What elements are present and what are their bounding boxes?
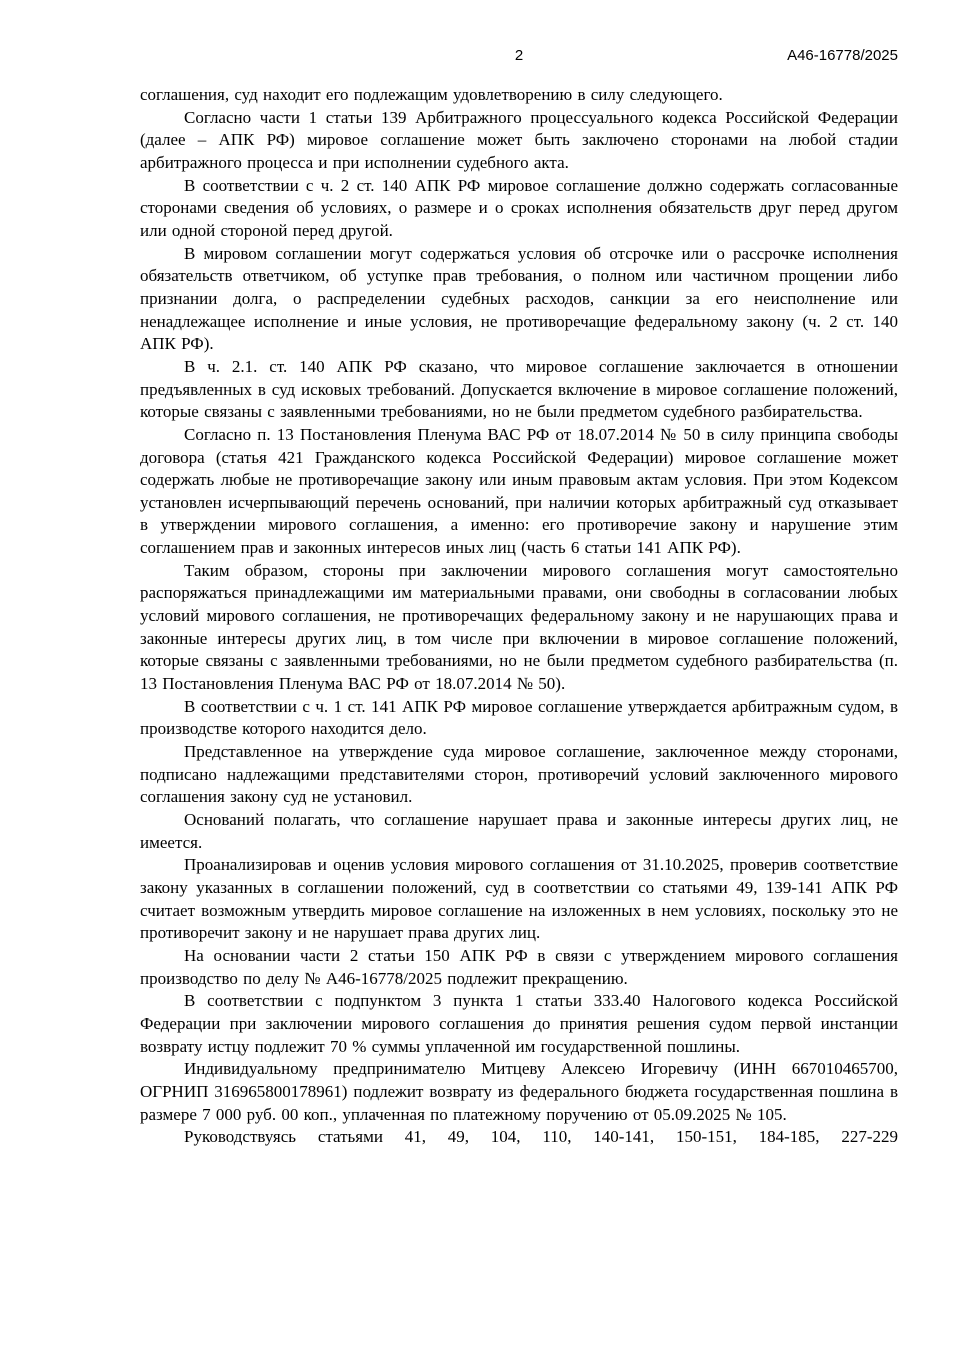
paragraph: В соответствии с ч. 1 ст. 141 АПК РФ мировое соглашение утверждается арбитражным судом, в производстве которого находится дело. <box>140 696 898 739</box>
paragraph: Индивидуальному предпринимателю Митцеву Алексею Игоревичу (ИНН 667010465700, ОГРНИП 316965800178961) подлежит возврату из федерального бюджета государственная пошлина в размере 7 000 руб. 00 коп., уплаченная по платежному поручению от 05.09.2025 № 105. <box>140 1059 898 1124</box>
paragraph: соглашения, суд находит его подлежащим удовлетворению в силу следующего. <box>140 85 723 104</box>
paragraph: В соответствии с ч. 2 ст. 140 АПК РФ мировое соглашение должно содержать согласованные сторонами сведения об условиях, о размере и о сроках исполнения обязательств друг перед другом или одной стороной перед другой. <box>140 175 898 240</box>
paragraph: Руководствуясь статьями 41, 49, 104, 110, 140-141, 150-151, 184-185, 227-229 <box>184 1127 898 1147</box>
paragraph: В ч. 2.1. ст. 140 АПК РФ сказано, что мировое соглашение заключается в отношении предъявленных в суд исковых требований. Допускается включение в мировое соглашение положений, которые связаны с заявленными требованиями, но не были предметом судебного разбирательства. <box>140 356 898 422</box>
document-body <box>140 84 898 1149</box>
paragraph: Согласно части 1 статьи 139 Арбитражного процессуального кодекса Российской Федерации (далее – АПК РФ) мировое соглашение может быть заключено сторонами на любой стадии арбитражного процесса и при исполнении судебного акта. <box>140 107 898 172</box>
paragraph: В соответствии с подпунктом 3 пункта 1 статьи 333.40 Налогового кодекса Российской Федерации при заключении мирового соглашения до принятия решения судом первой инстанции возврату истцу подлежит 70 % суммы уплаченной им государственной пошлины. <box>140 991 898 1056</box>
paragraph: Оснований полагать, что соглашение нарушает права и законные интересы других лиц, не имеется. <box>140 810 898 852</box>
page-number: 2 <box>514 47 524 64</box>
paragraph: Согласно п. 13 Постановления Пленума ВАС РФ от 18.07.2014 № 50 в силу принципа свободы договора (статья 421 Гражданского кодекса Российской Федерации) мировое соглашение может содержать любые не противоречащие закону или иным правовым актам условия. При этом Кодексом установлен исчерпывающий перечень оснований, при наличии которых арбитражный суд отказывает в утверждении мирового соглашения, а именно: его противоречие закону и нарушение этим соглашением прав и законных интересов иных лиц (часть 6 статьи 141 АПК РФ). <box>140 424 898 558</box>
paragraph: В мировом соглашении могут содержаться условия об отсрочке или о рассрочке исполнения обязательств ответчиком, об уступке прав требования, о полном или частичном прощении либо признании долга, о распределении судебных расходов, санкции за его неисполнение или ненадлежащее исполнение и иные условия, не противоречащие федеральному закону (ч. 2 ст. 140 АПК РФ). <box>140 243 898 354</box>
paragraph: Проанализировав и оценив условия мирового соглашения от 31.10.2025, проверив соответствие закону указанных в соглашении положений, суд в соответствии со статьями 49, 139-141 АПК РФ считает возможным утвердить мировое соглашение на изложенных в нем условиях, поскольку это не противоречит закону и не нарушает права других лиц. <box>140 855 898 943</box>
paragraph: Таким образом, стороны при заключении мирового соглашения могут самостоятельно распоряжаться принадлежащими им материальными правами, они свободны в согласовании любых условий мирового соглашения, не противоречащих федеральному закону и не нарушающих права и законные интересы других лиц, в том числе при включении в мировое соглашение положений, которые связаны с заявленными требованиями, но не были предметом судебного разбирательства (п. 13 Постановления Пленума ВАС РФ от 18.07.2014 № 50). <box>140 560 898 694</box>
paragraph: Представленное на утверждение суда мировое соглашение, заключенное между сторонами, подписано надлежащими представителями сторон, противоречий условий заключенного мирового соглашения закону суд не установил. <box>140 742 898 807</box>
case-number: А46-16778/2025 <box>787 47 898 64</box>
page-header <box>140 46 898 66</box>
paragraph: На основании части 2 статьи 150 АПК РФ в связи с утверждением мирового соглашения производство по делу № А46-16778/2025 подлежит прекращению. <box>140 945 898 988</box>
